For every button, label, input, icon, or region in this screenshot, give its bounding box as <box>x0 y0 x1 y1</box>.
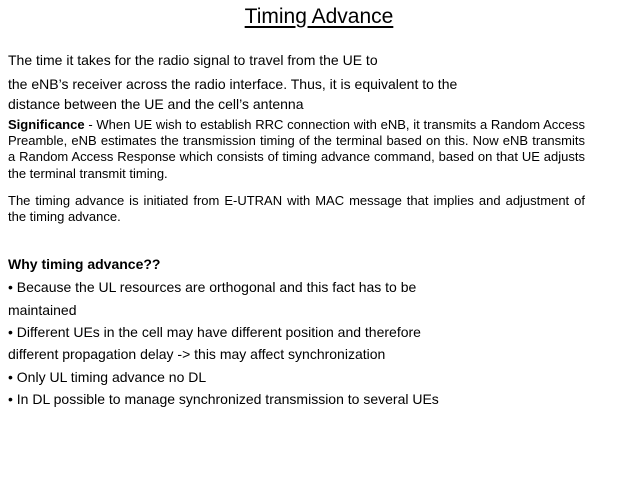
why-line-4: different propagation delay -> this may affect synchronization <box>8 346 386 362</box>
significance-label: Significance <box>8 117 85 132</box>
why-heading: Why timing advance?? <box>8 256 161 272</box>
significance-text: - When UE wish to establish RRC connection with eNB, it transmits a Random Access Preamble, eNB estimates the transmission timing of the terminal based on this. Now eNB transmits a Random Access Response which consists of timing advance command, based on that UE adjusts the terminal transmit timing. <box>8 117 585 181</box>
intro-line-1: The time it takes for the radio signal to travel from the UE to <box>8 52 378 68</box>
significance-paragraph <box>8 117 585 182</box>
initiation-paragraph: The timing advance is initiated from E-UTRAN with MAC message that implies and adjustment of the timing advance. <box>8 193 585 225</box>
intro-line-2: the eNB’s receiver across the radio interface. Thus, it is equivalent to the <box>8 76 458 92</box>
why-line-2: maintained <box>8 302 77 318</box>
intro-line-3: distance between the UE and the cell’s antenna <box>8 96 304 112</box>
why-line-3: • Different UEs in the cell may have different position and therefore <box>8 324 421 340</box>
why-line-5: • Only UL timing advance no DL <box>8 369 207 385</box>
why-line-6: • In DL possible to manage synchronized transmission to several UEs <box>8 391 439 407</box>
slide-title: Timing Advance <box>244 5 394 28</box>
why-line-1: • Because the UL resources are orthogonal and this fact has to be <box>8 279 417 295</box>
